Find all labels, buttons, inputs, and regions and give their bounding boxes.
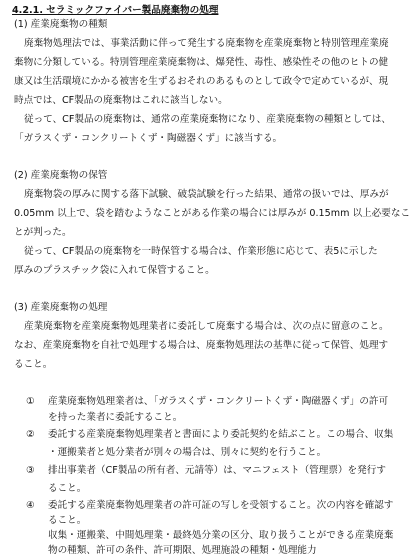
- list-marker: ③: [26, 465, 35, 476]
- list-item-line: 委託する産業廃棄物処理業者の許可証の写しを受領すること。次の内容を確認す: [48, 500, 394, 511]
- paragraph-line: 従って、CF製品の廃棄物は、通常の産業廃棄物になり、産業廃棄物の種類としては、: [24, 114, 391, 125]
- list-item-line: 収集・運搬業、中間処理業・最終処分業の区分、取り扱うことができる産業廃棄: [48, 530, 394, 541]
- subsection-heading-3: (3) 産業廃棄物の処理: [14, 302, 108, 313]
- list-item-line: ること。: [48, 515, 87, 526]
- list-item-line: 物の種類、許可の条件、許可期限、処理施設の種類・処理能力: [48, 545, 317, 556]
- list-item-line: 委託する産業廃棄物処理業者と書面により委託契約を結ぶこと。この場合、収集: [48, 429, 394, 440]
- list-marker: ①: [26, 396, 35, 407]
- list-item-line: を持った業者に委託すること。: [48, 412, 183, 423]
- paragraph-line: 産業廃棄物を産業廃棄物処理業者に委託して廃棄する場合は、次の点に留意のこと。: [24, 321, 389, 332]
- list-item-line: ・運搬業者と処分業者が別々の場合は、別々に契約を行うこと。: [48, 447, 327, 458]
- subsection-heading-2: (2) 産業廃棄物の保管: [14, 170, 108, 181]
- paragraph-line: 従って、CF製品の廃棄物を一時保管する場合は、作業形態に応じて、表5に示した: [24, 246, 378, 257]
- section-title: 4.2.1. セラミックファイバー製品廃棄物の処理: [12, 5, 219, 16]
- paragraph-line: 棄物に分類している。特別管理産業廃棄物は、爆発性、毒性、感染性その他のヒトの健: [14, 57, 389, 68]
- paragraph-line: 「ガラスくず・コンクリートくず・陶磁器くず」に該当する。: [14, 133, 283, 144]
- paragraph-line: 廃棄物袋の厚みに関する落下試験、破袋試験を行った結果、通常の扱いでは、厚みが: [24, 189, 389, 200]
- list-item-line: ること。: [48, 483, 87, 494]
- paragraph-line: 廃棄物処理法では、事業活動に伴って発生する廃棄物を産業廃棄物と特別管理産業廃: [24, 38, 389, 49]
- paragraph-line: 時点では、CF製品の廃棄物はこれに該当しない。: [14, 95, 228, 106]
- paragraph-line: 厚みのプラスチック袋に入れて保管すること。: [14, 265, 215, 276]
- paragraph-line: なお、産業廃棄物を自社で処理する場合は、廃棄物処理法の基準に従って保管、処理す: [14, 340, 389, 351]
- paragraph-line: とが判った。: [14, 227, 72, 238]
- list-marker: ②: [26, 429, 35, 440]
- list-item-line: 産業廃棄物処理業者は、「ガラスくず・コンクリートくず・陶磁器くず」の許可: [48, 396, 389, 407]
- list-marker: ④: [26, 500, 35, 511]
- paragraph-line: 康又は生活環境にかかる被害を生ずるおそれのあるものとして政令で定めているが、現: [14, 76, 389, 87]
- paragraph-line: ること。: [14, 359, 53, 370]
- subsection-heading-1: (1) 産業廃棄物の種類: [14, 19, 108, 30]
- list-item-line: 排出事業者（CF製品の所有者、元請等）は、マニフェスト（管理票）を発行す: [48, 465, 386, 476]
- paragraph-line: 0.05mm 以上で、袋を踏むようなことがある作業の場合には厚みが 0.15mm 以上必要なこ: [14, 208, 410, 219]
